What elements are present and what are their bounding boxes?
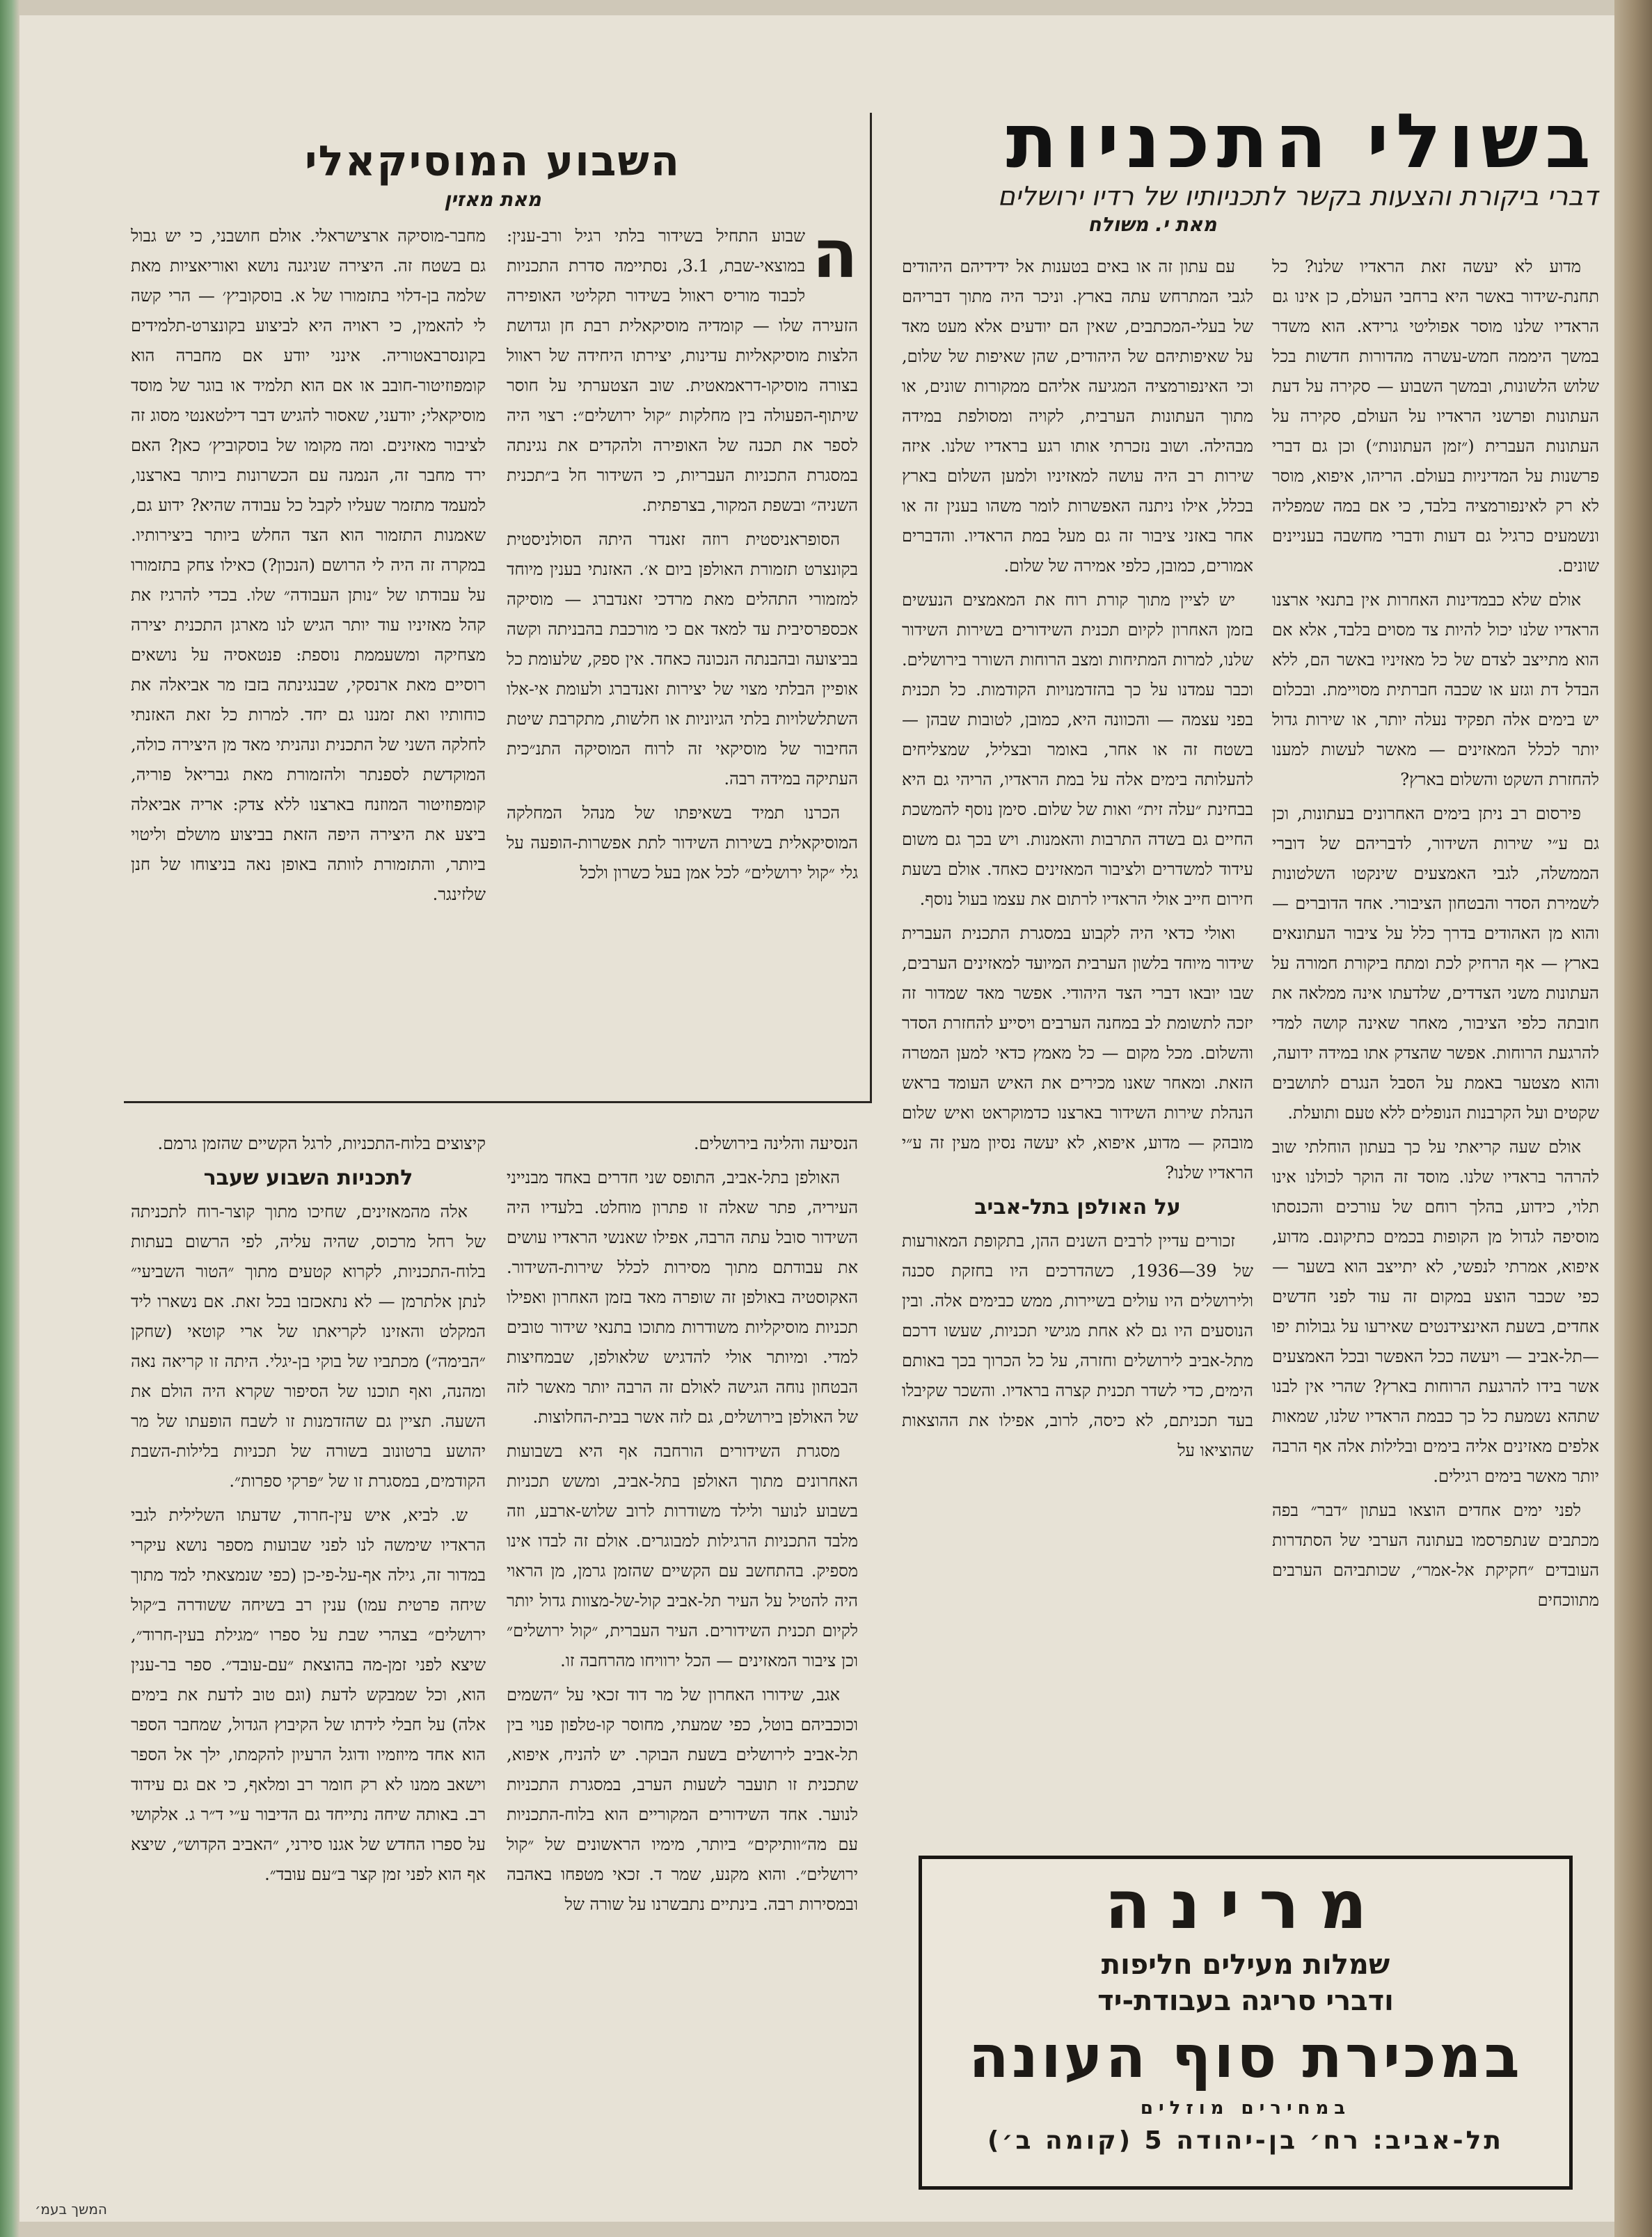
paragraph: הנסיעה והלינה בירושלים. <box>693 1134 858 1153</box>
paragraph: זכורים עדיין לרבים השנים ההן, בתקופת המאורעות של 39—1936, כשהדרכים היו בחזקת סכנה ולירושלים היו עולים בשיירות, ממש כבימים אלה. ובין הנוסעים היו גם לא אחת מגישי תכניות, שעשו דרכם מתל-אביב לירושלים וחזרה, על כל הכרוך בכך באותם הימים, כדי לשדר תכנית קצרה בראדיו. והשכר שקיבלו בעד תכניתם, לא כיסה, לרוב, אפילו את ההוצאות שהוציאו על <box>902 1231 1253 1460</box>
music-article-column-right <box>507 221 858 1091</box>
paragraph: מדוע לא יעשה זאת הראדיו שלנו? כל תחנת-שידור באשר היא ברחבי העולם, כן אינו גם הראדיו שלנו מוסר אפוליטי גרידא. הוא משדר במשך היממה חמש-עשרה מהדורות חדשות בכל שלוש הלשונות, ובמשך השבוע — סקירה על דעת העתונות ופרשני הראדיו על העולם, סקירה על העתונות העברית (״זמן העתונות״) וכן גם דברי פרשנות על המדיניות בעולם. הריהו, איפוא, מוסר לא רק לאינפורמציה בלבד, כי אם במה שמפליה ונשמעים כרגיל גם דעות ודברי מחשבה בעניינים שונים. <box>1272 257 1599 576</box>
paragraph: פירסום רב ניתן בימים האחרונים בעתונות, וכן גם ע״י שירות השידור, לדבריהם של דוברי הממשלה, לגבי האמצעים שינקטו השלטונות לשמירת הסדר והבטחון הציבורי. אחד הדוברים — והוא מן האהודים בדרך כלל על ציבור העתונאים בארץ — אף הרחיק לכת ומתח ביקורת חמורה על העתונות משני הצדדים, שלדעתו אינה ממלאה את חובתה כלפי הציבור, מאחר שאינה קושה למדי להרגעת הרוחות. אפשר שהצדק אתו במידה ידועה, והוא מצטער באמת על הסבל הנגרם לתושבים שקטים ועל הקרבנות הנופלים ללא טעם ותועלת. <box>1272 804 1599 1123</box>
music-article-column-left <box>131 221 486 1091</box>
ad-tagline: במחירים מוזלים <box>1140 2098 1351 2119</box>
main-article-column-bottom-left <box>131 1129 486 2201</box>
paragraph: קיצוצים בלוח-התכניות, לרגל הקשיים שהזמן גרמם. <box>157 1134 486 1153</box>
newspaper-page <box>19 15 1614 2222</box>
paragraph: אולם שעה קריאתי על כך בעתון הוחלתי שוב להרהר בראדיו שלנו. מוסד זה הוקר לכולנו אינו תלוי, כידוע, בהלך רוחם של עורכים והכנסתו מוסיפה לגדול מן הקופות בכמים כתיקונם. מדוע, איפוא, אמרתי לנפשי, לא יתייצב הוא בשער — כפי שכבר הוצע במקום זה עוד לפני חדשים אחדים, בשעת האינצידנטים שאירעו על גבולות יפו—תל-אביב — ויעשה ככל האפשר ובכל האמצעים אשר בידו להרגעת הרוחות בארץ? שהרי אין לבנו שתהא נשמעת כל כך כבמת הראדיו שלנו, שמאות אלפים מאזינים אליה בימים ובלילות אלה אף הרבה יותר מאשר בימים רגילים. <box>1272 1137 1599 1486</box>
paragraph: הסופראניסטית רוזה זאנדר היתה הסולניסטית בקונצרט תזמורת האולפן ביום א׳. האזנתי בענין מיוחד למזמורי התהלים מאת מרדכי זאנדברג — מוסיקה אכספרסיבית עד למאד אם כי מורכבת בהבניתה וקשה בביצועה ובהבנתה הנכונה כאחד. אין ספק, שלעומת כל אופיין הבלתי מצוי של יצירות זאנדברג ולעומת אי-אלו השתלשלויות בלתי הגיוניות או חלשות, מתקרבת שיטת החיבור של מוסיקאי זה לרוח המוסיקה התנ״כית העתיקה במידה רבה. <box>507 530 858 789</box>
main-article-column-left <box>902 252 1253 1832</box>
facing-page-edge <box>1614 0 1652 2237</box>
binding-edge <box>0 0 19 2237</box>
ad-address: תל-אביב: רח׳ בן-יהודה 5 (קומה ב׳) <box>987 2126 1504 2155</box>
paragraph: מסגרת השידורים הורחבה אף היא בשבועות האחרונים מתוך האולפן בתל-אביב, ומשש תכניות בשבוע לנוער ולילד משודרות לרוב שלוש-ארבע, וזה מלבד התכניות הרגילות למבוגרים. אולם זה לבדו אינו מספיק. בהתחשב עם הקשיים שהזמן גרמן, מן הראוי היה להטיל על העיר תל-אביב קול-של-מצוות גדול יותר לקיום תכנית השידורים. העיר העברית, ״קול ירושלים״ וכן ציבור המאזינים — הכל ירוויחו מהרחבה זו. <box>507 1441 858 1670</box>
ad-headline: במכירת סוף העונה <box>969 2023 1523 2091</box>
margin-note: המשך בעמ׳ <box>35 2201 107 2218</box>
paragraph: יש לציין מתוך קורת רוח את המאמצים הנעשים בזמן האחרון לקיום תכנית השידורים בשירות השידור שלנו, למרות המתיחות ומצב הרוחות השורר בירושלים. וכבר עמדנו על כך בהזדמנויות הקודמות. כל תכנית בפני עצמה — והכוונה היא, כמובן, לטובות שבהן — בשטח זה או אחר, באומר ובצליל, שמצליחים להעלותה בימים אלה על במת הראדיו, הריהי גם היא בבחינת ״עלה זית״ ואות של שלום. סימן נוסף להמשכת החיים גם בשדה התרבות והאמנות. ויש בכך גם משום עידוד למשדרים ולציבור המאזינים כאחד. אולם בשעת חירום חייב אולי הראדיו לרתום את עצמו בעול נוסף. <box>902 590 1253 909</box>
subheading-last-week-programs: לתכניות השבוע שעבר <box>203 1166 413 1190</box>
main-article-column-right <box>1272 252 1599 1839</box>
paragraph: לפני ימים אחדים הוצאו בעתון ״דבר״ בפה מכתבים שנתפרסמו בעתונה הערבי של הסתדרות העובדים ״חקיקת אל-אמר״, שכותביהם הערבים מתווכחים <box>1272 1501 1599 1610</box>
advertisement-marina <box>919 1856 1573 2190</box>
ad-line-1: שמלות מעילים חליפות <box>1101 1949 1390 1981</box>
subheading-tel-aviv-studio: על האולפן בתל-אביב <box>974 1195 1181 1219</box>
column-divider-main <box>870 113 872 1101</box>
paragraph: הכרנו תמיד בשאיפתו של מנהל המחלקה המוסיקאלית בשירות השידור לתת אפשרות-הופעה על גלי ״קול ירושלים״ לכל אמן בעל כשרון ולכל <box>507 803 858 883</box>
main-article-byline: מאת י. משולח <box>1088 213 1217 236</box>
ad-line-2: ודברי סריגה בעבודת-יד <box>1097 1985 1394 2017</box>
music-article-title: השבוע המוסיקאלי <box>304 137 681 186</box>
main-article-column-bottom-right <box>507 1129 858 2201</box>
drop-cap: ה <box>812 221 858 293</box>
paragraph: ש. לביא, איש עין-חרוד, שדעתו השלילית לגבי הראדיו שימשה לנו לפני שבועות מספר נושא עיקרי במדור זה, גילה אף-על-פי-כן (כפי שנמצאתי למד מתוך שיחה פרטית עמו) ענין רב בשיחה ששודרה ב״קול ירושלים״ בצהרי שבת על ספרו ״מגילת בעין-חרוד״, שיצא לפני זמן-מה בהוצאת ״עם-עובד״. ספר בר-ענין הוא, וכל שמבקש לדעת (וגם טוב לדעת את בימים אלה) על חבלי לידתו של הקיבוץ הגדול, שמחבר הספר הוא אחד מיוזמיו ודוגל הרעיון להקמתו, ילך אל הספר וישאב ממנו לא רק חומר רב ומלאף, כי אם גם עידוד רב. באותה שיחה נתייחד גם הדיבור ע״י ד״ר ג. אלקושי על ספרו החדש של אגנו סירני, ״האביב הקדוש״, שיצא אף הוא לפני זמן קצר ב״עם עובד״. <box>131 1505 486 1884</box>
paragraph: אגב, שידורו האחרון של מר דוד זכאי על ״השמים וכוכביהם בוטל, כפי שמעתי, מחוסר קו-טלפון פנוי בין תל-אביב לירושלים בשעת הבוקר. יש להניח, איפוא, שתכנית זו תועבר לשעות הערב, במסגרת התכניות לנוער. אחד השידורים המקוריים הוא בלוח-התכניות עם מה״וותיקים״ ביותר, מימיו הראשונים של ״קול ירושלים״. והוא מקנע, שמר ד. זכאי מטפחו באהבה ובמסירות רבה. בינתיים נתבשרנו על שורה של <box>507 1685 858 1914</box>
paragraph: אלה מהמאזינים, שחיכו מתוך קוצר-רוח לתכניתה של רחל מרכוס, שהיה עליה, לפי הרשום בעתות בלוח-התכניות, לקרוא קטעים מתוך ״הטור השביעי״ לנתן אלתרמן — לא נתאכזבו בכל זאת. אם נשארו ליד המקלט והאזינו לקריאתו של ארי קוטאי (שחקן ״הבימה״) מכתביו של בוקי בן-יגלי. היתה זו קריאה נאה ומהנה, ואף תוכנו של הסיפור שקרא היה הולם את השעה. תציין גם שהזדמנות זו לשבח הופעתו של מר יהושע ברטונוב בשורה של תכניות בלילות-השבת הקודמים, במסגרת זו של ״פרקי ספרות״. <box>131 1202 486 1491</box>
paragraph: עם עתון זה או באים בטענות אל ידידיהם היהודים לגבי המתרחש עתה בארץ. וניכר היה מתוך דבריהם של בעלי-המכתבים, שאין הם יודעים אלא מעט מאד על שאיפותיהם של היהודים, שהן שאיפות של שלום, וכי האינפורמציה המגיעה אליהם ממקורות שונים, או מתוך העתונות הערבית, לקויה ומסולפת במידה מבהילה. ושוב נזכרתי אותו רגע בראדיו שלנו. איזה שירות רב היה עושה למאזיניו ולמען השלום בארץ בכלל, אילו ניתנה האפשרות לומר משהו בענין זה או אחר באזני ציבור זה גם מעל במת הראדיו. והדברים אמורים, כמובן, כלפי אמירה של שלום. <box>902 257 1253 576</box>
paragraph-first <box>507 221 858 521</box>
section-divider <box>124 1101 872 1103</box>
main-article-title: בשולי התכניות <box>1006 98 1598 185</box>
paragraph: אולם שלא כבמדינות האחרות אין בתנאי ארצנו הראדיו שלנו יכול להיות צד מסוים בלבד, אלא אם הוא מתייצב לצדם של כל מאזיניו באשר הם, ללא הבדל דת וגזע או שכבה חברתית מסויימת. ובכלום יש בימים אלה תפקיד נעלה יותר, או שירות גדול יותר לכלל המאזינים — מאשר לעשות למענו להחזרת השקט והשלום בארץ? <box>1272 590 1599 789</box>
paragraph: ואולי כדאי היה לקבוע במסגרת התכנית העברית שידור מיוחד בלשון הערבית המיועד למאזינים הערבים, שבו יובאו דברי הצד היהודי. אפשר מאד שמדור זה יזכה לתשומת לב במחנה הערבים ויסייע להחזרת הסדר והשלום. מכל מקום — כל מאמץ כדאי למען המטרה הזאת. ומאחר שאנו מכירים את האיש העומד בראש הנהלת שירות השידור בארצנו כדמוקראט ואיש שלום מובהק — מדוע, איפוא, לא יעשה נסיון מעין זה ע״י הראדיו שלנו? <box>902 924 1253 1183</box>
music-article-byline: מאת מאזין <box>444 188 541 211</box>
paragraph: מחבר-מוסיקה ארצישראלי. אולם חושבני, כי יש גבול גם בשטח זה. היצירה שניגנה נושא ואוריאציות מאת שלמה בן-דלוי בתזמורו של א. בוסקוביץ׳ — הרי קשה לי להאמין, כי ראויה היא לביצוע בקונצרט-תלמידים בקונסרבאטוריה. אינני יודע אם מחברה הוא קומפוזיטור-חובב או אם הוא תלמיד או בוגר של מוסד מוסיקאלי; יודעני, שאסור להגיש דבר דילטאנטי מסוג זה לציבור מאזינים. ומה מקומו של בוסקוביץ׳ כאן? האם ירד מחבר זה, הנמנה עם הכשרונות ביותר בארצנו, למעמד מתזמר שעליו לקבל כל עבודה שהיא? ידוע גם, שאמנות התזמור הוא הצד החלש ביותר ביצירותיו. במקרה זה היה לי הרושם (הנכון?) כאילו צחק בתזמורו על עבודתו של ״נותן העבודה״ שלו. בכדי להרגיז את קהל מאזיניו עוד יותר הגיש לנו מארגן התכנית יצירה מצחיקה ומשעממת נוספת: פנטאסיה על נושאים רוסיים מאת ארנסקי, שבנגינתה בזבז מר אביאלה את כוחותיו ואת זמננו גם יחד. למרות כל זאת האזנתי לחלקה השני של התכנית ונהניתי מאד מן היצירה כולה, המוקדשת לספנתר ולהזמורת מאת גבריאל פוריה, קומפוזיטור המוזנח בארצנו ללא צדק: אריה אביאלה ביצע את היצירה היפה הזאת בביצוע מושלם וליטוי ביותר, והתזמורת לוותה באופן נאה בניצוחו של חנן שלזינגר. <box>131 226 486 904</box>
paragraph-text: שבוע התחיל בשידור בלתי רגיל ורב-ענין: במוצאי-שבת, 3.1, נסתיימה סדרת התכניות לכבוד מוריס ראוול בשידור תקליטי האופירה הזעירה שלו — קומדיה מוסיקאלית רבת חן וגדושת הלצות מוסיקאליות עדינות, יצירתו היחידה של ראוול בצורה מוסיקו-דראמאטית. שוב הצטערתי על חוסר שיתוף-הפעולה בין מחלקות ״קול ירושלים״: רצוי היה לספר את תכנה של האופירה ולהקדים את נגינתה במסגרת התכניות העבריות, כי השידור חל ב״תכנית השניה״ ובשפת המקור, בצרפתית. <box>507 226 858 515</box>
ad-brand: מרינה <box>1104 1866 1387 1944</box>
main-article-subtitle: דברי ביקורת והצעות בקשר לתכניותיו של רדיו ירושלים <box>997 181 1598 212</box>
paragraph: האולפן בתל-אביב, התופס שני חדרים באחד מבנייני העיריה, פתר שאלה זו פתרון מוחלט. בלעדיו היה השידור סובל עתה הרבה, אפילו שאנשי הראדיו עושים את עבודתם מתוך מסירות לכלל שירות-השידור. האקוסטיה באולפן זה שופרה מאד בזמן האחרון ואפילו תכניות מוסיקליות משודרות מתוכו בתנאי שידור טובים למדי. ומיותר אולי להדגיש שלאולפן, שבמחיצות הבטחון נוחה הגישה לאולם זה הרבה יותר מאשר לזה של האולפן בירושלים, גם לזה אשר בבית-החלוצות. <box>507 1168 858 1427</box>
